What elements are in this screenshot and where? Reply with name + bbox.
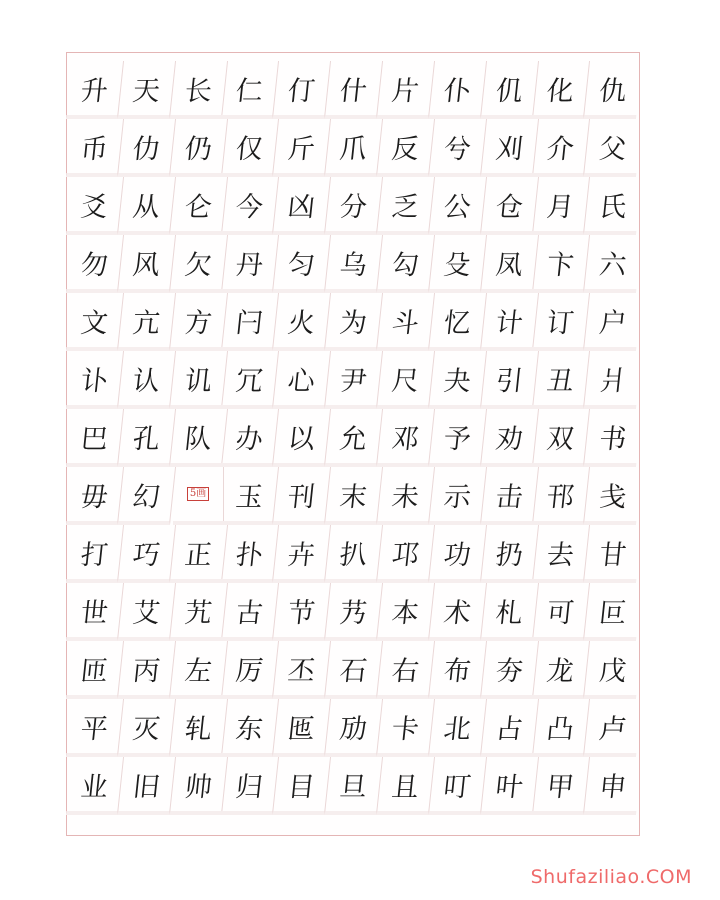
character-cell: 申 <box>584 757 642 815</box>
character-cell: 劢 <box>325 699 383 757</box>
character-cell: 爿 <box>584 351 642 409</box>
character-cell: 孔 <box>118 409 176 467</box>
character-cell: 六 <box>584 235 642 293</box>
character-cell: 办 <box>221 409 279 467</box>
character-cell: 夬 <box>429 351 487 409</box>
character-cell: 击 <box>480 467 538 525</box>
character-cell: 布 <box>429 641 487 699</box>
character-cell: 仓 <box>480 177 538 235</box>
character-cell: 术 <box>429 583 487 641</box>
character-cell: 旧 <box>118 757 176 815</box>
character-cell: 功 <box>429 525 487 583</box>
character-cell: 双 <box>532 409 590 467</box>
character-cell: 分 <box>325 177 383 235</box>
character-cell: 幻 <box>118 467 176 525</box>
character-cell: 订 <box>532 293 590 351</box>
character-cell: 灭 <box>118 699 176 757</box>
character-cell: 厉 <box>221 641 279 699</box>
character-cell: 乌 <box>325 235 383 293</box>
character-cell: 仃 <box>273 61 331 119</box>
character-cell: 爻 <box>66 177 124 235</box>
character-cell: 心 <box>273 351 331 409</box>
character-cell: 左 <box>170 641 228 699</box>
character-cell: 未 <box>377 467 435 525</box>
character-cell: 予 <box>429 409 487 467</box>
character-cell: 什 <box>325 61 383 119</box>
character-cell: 引 <box>480 351 538 409</box>
character-cell: 占 <box>480 699 538 757</box>
character-cell: 丑 <box>532 351 590 409</box>
character-cell: 卡 <box>377 699 435 757</box>
stroke-count-label: 5画 <box>187 487 209 501</box>
character-cell: 斗 <box>377 293 435 351</box>
character-cell: 仅 <box>221 119 279 177</box>
character-cell: 扒 <box>325 525 383 583</box>
character-cell: 月 <box>532 177 590 235</box>
character-cell: 邛 <box>377 525 435 583</box>
character-cell: 玉 <box>221 467 279 525</box>
character-cell: 队 <box>170 409 228 467</box>
character-cell: 甲 <box>532 757 590 815</box>
character-cell: 邗 <box>532 467 590 525</box>
character-cell: 兮 <box>429 119 487 177</box>
character-cell: 认 <box>118 351 176 409</box>
character-cell: 闩 <box>221 293 279 351</box>
character-cell: 殳 <box>429 235 487 293</box>
character-cell: 本 <box>377 583 435 641</box>
character-cell: 升 <box>66 61 124 119</box>
character-cell: 示 <box>429 467 487 525</box>
character-cell: 戊 <box>584 641 642 699</box>
character-cell: 仇 <box>584 61 642 119</box>
character-cell: 艿 <box>325 583 383 641</box>
character-cell: 末 <box>325 467 383 525</box>
character-cell: 东 <box>221 699 279 757</box>
stroke-count-stamp <box>173 467 225 525</box>
character-cell: 勾 <box>377 235 435 293</box>
character-cell: 仂 <box>118 119 176 177</box>
character-cell: 天 <box>118 61 176 119</box>
character-cell: 业 <box>66 757 124 815</box>
character-cell: 札 <box>480 583 538 641</box>
character-cell: 片 <box>377 61 435 119</box>
character-cell: 欠 <box>170 235 228 293</box>
character-cell: 卞 <box>532 235 590 293</box>
character-cell: 仑 <box>170 177 228 235</box>
character-cell: 目 <box>273 757 331 815</box>
character-cell: 扔 <box>480 525 538 583</box>
character-cell: 勿 <box>66 235 124 293</box>
site-watermark: Shufaziliao.COM <box>530 866 692 888</box>
character-cell: 亢 <box>118 293 176 351</box>
character-cell: 巴 <box>66 409 124 467</box>
character-cell: 艽 <box>170 583 228 641</box>
character-cell: 去 <box>532 525 590 583</box>
character-cell: 归 <box>221 757 279 815</box>
character-cell: 化 <box>532 61 590 119</box>
character-cell: 刈 <box>480 119 538 177</box>
character-cell: 计 <box>480 293 538 351</box>
character-cell: 介 <box>532 119 590 177</box>
character-cell: 从 <box>118 177 176 235</box>
character-cell: 公 <box>429 177 487 235</box>
character-cell: 仉 <box>480 61 538 119</box>
character-cell: 户 <box>584 293 642 351</box>
character-cell: 叶 <box>480 757 538 815</box>
character-cell: 平 <box>66 699 124 757</box>
character-cell: 戋 <box>584 467 642 525</box>
character-cell: 石 <box>325 641 383 699</box>
character-cell: 邓 <box>377 409 435 467</box>
character-cell: 为 <box>325 293 383 351</box>
character-cell: 凸 <box>532 699 590 757</box>
character-cell: 刊 <box>273 467 331 525</box>
character-cell: 书 <box>584 409 642 467</box>
character-grid <box>69 61 639 815</box>
character-cell: 氏 <box>584 177 642 235</box>
character-cell: 匝 <box>66 641 124 699</box>
character-cell: 甘 <box>584 525 642 583</box>
character-cell: 节 <box>273 583 331 641</box>
character-cell: 且 <box>377 757 435 815</box>
character-cell: 仆 <box>429 61 487 119</box>
character-cell: 币 <box>66 119 124 177</box>
character-cell: 凶 <box>273 177 331 235</box>
character-cell: 旦 <box>325 757 383 815</box>
character-cell: 乏 <box>377 177 435 235</box>
character-cell: 丙 <box>118 641 176 699</box>
character-cell: 龙 <box>532 641 590 699</box>
character-cell: 匀 <box>273 235 331 293</box>
character-cell: 忆 <box>429 293 487 351</box>
character-cell: 毋 <box>66 467 124 525</box>
character-cell: 以 <box>273 409 331 467</box>
character-cell: 正 <box>170 525 228 583</box>
character-cell: 巧 <box>118 525 176 583</box>
character-cell: 艾 <box>118 583 176 641</box>
character-cell: 右 <box>377 641 435 699</box>
character-cell: 仍 <box>170 119 228 177</box>
character-cell: 斤 <box>273 119 331 177</box>
character-cell: 尹 <box>325 351 383 409</box>
character-cell: 匜 <box>273 699 331 757</box>
character-cell: 爪 <box>325 119 383 177</box>
character-cell: 丕 <box>273 641 331 699</box>
character-cell: 古 <box>221 583 279 641</box>
character-cell: 火 <box>273 293 331 351</box>
character-cell: 讣 <box>66 351 124 409</box>
character-cell: 今 <box>221 177 279 235</box>
character-cell: 尺 <box>377 351 435 409</box>
character-cell: 父 <box>584 119 642 177</box>
character-cell: 卉 <box>273 525 331 583</box>
character-cell: 风 <box>118 235 176 293</box>
character-cell: 反 <box>377 119 435 177</box>
character-cell: 叵 <box>584 583 642 641</box>
character-cell: 凤 <box>480 235 538 293</box>
character-cell: 夯 <box>480 641 538 699</box>
character-cell: 打 <box>66 525 124 583</box>
character-cell: 轧 <box>170 699 228 757</box>
calligraphy-practice-sheet <box>66 52 640 836</box>
character-cell: 丹 <box>221 235 279 293</box>
character-cell: 讥 <box>170 351 228 409</box>
character-cell: 仁 <box>221 61 279 119</box>
character-cell: 长 <box>170 61 228 119</box>
character-cell: 卢 <box>584 699 642 757</box>
character-cell: 世 <box>66 583 124 641</box>
character-cell: 冗 <box>221 351 279 409</box>
character-cell: 允 <box>325 409 383 467</box>
character-cell: 扑 <box>221 525 279 583</box>
character-cell: 可 <box>532 583 590 641</box>
character-cell: 劝 <box>480 409 538 467</box>
character-cell: 叮 <box>429 757 487 815</box>
character-cell: 方 <box>170 293 228 351</box>
character-cell: 北 <box>429 699 487 757</box>
character-cell: 帅 <box>170 757 228 815</box>
character-cell: 文 <box>66 293 124 351</box>
